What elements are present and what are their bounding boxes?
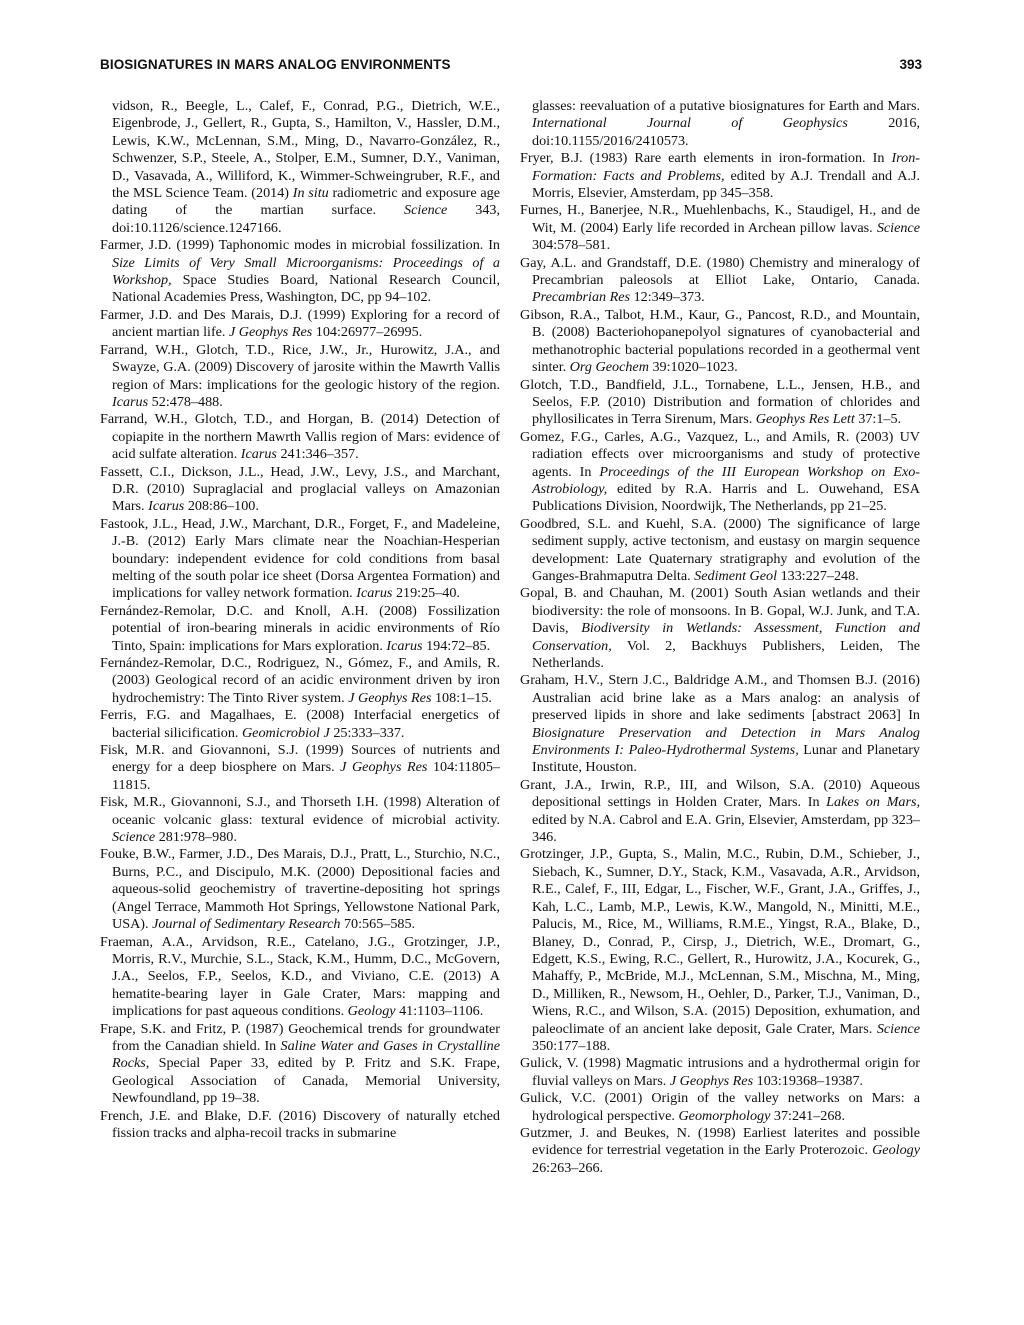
reference-entry: [100, 655, 500, 707]
reference-italic-text: Biodiversity in Wetlands: Assessment, Function and Conservation,: [532, 620, 920, 654]
reference-entry: [520, 1055, 920, 1090]
running-title: BIOSIGNATURES IN MARS ANALOG ENVIRONMENTS: [100, 57, 451, 72]
reference-text: 350:177–188.: [532, 1037, 611, 1054]
reference-italic-text: Geology: [347, 1003, 396, 1020]
reference-italic-text: Geology: [872, 1142, 920, 1159]
reference-text: 133:227–248.: [777, 567, 859, 584]
reference-text: 52:478–488.: [148, 393, 223, 410]
reference-italic-text: Lakes on Mars,: [826, 794, 920, 811]
reference-italic-text: Org Geochem: [569, 359, 649, 376]
reference-entry: [100, 307, 500, 342]
reference-text: 104:11805–11815.: [112, 759, 500, 793]
reference-text: Farmer, J.D. (1999) Taphonomic modes in microbial fossilization. In: [100, 237, 500, 254]
reference-text: 2016, doi:10.1155/2016/2410573.: [532, 115, 921, 149]
reference-italic-text: Geophys Res Lett: [755, 411, 855, 428]
reference-text: Fisk, M.R., Giovannoni, S.J., and Thorseth I.H. (1998) Alteration of oceanic volcanic glass: textural evidence of microbial activity.: [100, 794, 500, 828]
reference-text: Gay, A.L. and Grandstaff, D.E. (1980) Chemistry and mineralogy of Precambrian paleosols at Elliot Lake, Ontario, Canada.: [520, 254, 920, 289]
reference-text: 41:1103–1106.: [395, 1003, 484, 1020]
reference-text: Gomez, F.G., Carles, A.G., Vazquez, L., and Amils, R. (2003) UV radiation effects over microorganisms and study of protective agents. In: [520, 428, 920, 480]
reference-italic-text: International Journal of Geophysics: [532, 115, 848, 132]
reference-text: 104:26977–26995.: [312, 324, 423, 341]
reference-italic-text: Iron-Formation: Facts and Problems,: [532, 150, 920, 184]
running-head: [100, 57, 922, 77]
reference-text: 241:346–357.: [276, 446, 359, 463]
reference-text: Farrand, W.H., Glotch, T.D., Rice, J.W., Jr., Hurowitz, J.A., and Swayze, G.A. (2009) Discovery of jarosite within the Mawrth Vallis region of Mars: implications for the geologic history of the region.: [100, 341, 500, 393]
reference-entry: [100, 98, 500, 237]
reference-text: 108:1–15.: [431, 689, 492, 706]
reference-text: Furnes, H., Banerjee, N.R., Muehlenbachs, K., Staudigel, H., and de Wit, M. (2004) Early life recorded in Archean pillow lavas.: [520, 202, 920, 236]
reference-text: Glotch, T.D., Bandfield, J.L., Tornabene, L.L., Jensen, H.B., and Seelos, F.P. (2010) Distribution and formation of chlorides and phyllosilicates in Terra Sirenum, Mars.: [520, 376, 920, 428]
reference-text: 26:263–266.: [532, 1159, 604, 1176]
reference-italic-text: Science: [876, 1020, 920, 1037]
reference-italic-text: Icarus: [240, 446, 277, 463]
reference-text: Gutzmer, J. and Beukes, N. (1998) Earliest laterites and possible evidence for terrestrial vegetation in the Early Proterozoic.: [520, 1124, 920, 1159]
reference-entry: [520, 150, 920, 202]
reference-text: Fastook, J.L., Head, J.W., Marchant, D.R., Forget, F., and Madeleine, J.-B. (2012) Early Mars climate near the Noachian-Hesperian boundary: independent evidence for cold conditions from basal melting of the south polar ice sheet (Dorsa Argentea Formation) and implications for valley network formation.: [100, 515, 500, 602]
reference-entry: [100, 1021, 500, 1108]
reference-text: edited by R.A. Harris and L. Ouwehand, ESA Publications Division, Noordwijk, The Netherlands, pp 21–25.: [532, 480, 920, 515]
reference-text: 219:25–40.: [392, 585, 460, 602]
reference-text: Space Studies Board, National Research Council, National Academies Press, Washington, DC, pp 94–102.: [112, 272, 500, 306]
reference-entry: [100, 1108, 500, 1143]
reference-italic-text: Biosignature Preservation and Detection in Mars Analog Environments I: Paleo-Hydrothermal Systems,: [532, 724, 920, 759]
reference-italic-text: Icarus: [356, 585, 393, 602]
reference-entry: [520, 777, 920, 847]
reference-italic-text: Journal of Sedimentary Research: [152, 916, 341, 933]
reference-text: Fraeman, A.A., Arvidson, R.E., Catelano, J.G., Grotzinger, J.P., Morris, R.V., Murchie, S.L., Stack, K.M., Humm, D.C., McGovern, J.A., Seelos, F.P., Seelos, K.D., and Viviano, C.E. (2013) A hematite-bearing layer in Gale Crater, Mars: mapping and implications for past aqueous conditions.: [100, 933, 500, 1020]
reference-text: 39:1020–1023.: [648, 359, 738, 376]
reference-italic-text: Geomicrobiol J: [241, 724, 330, 741]
reference-italic-text: Sediment Geol: [694, 567, 778, 584]
reference-entry: [520, 307, 920, 377]
reference-text: 304:578–581.: [532, 237, 611, 254]
reference-text: Fernández-Remolar, D.C., Rodriguez, N., Gómez, F., and Amils, R. (2003) Geological record of an acidic environment driven by iron hydrochemistry: The Tinto River system.: [100, 655, 500, 706]
reference-text: French, J.E. and Blake, D.F. (2016) Discovery of naturally etched fission tracks and alpha-recoil tracks in submarine: [100, 1107, 500, 1141]
reference-text: Gulick, V. (1998) Magmatic intrusions and a hydrothermal origin for fluvial valleys on Mars.: [520, 1055, 920, 1089]
reference-italic-text: In situ: [292, 185, 329, 202]
reference-italic-text: Size Limits of Very Small Microorganisms: Proceedings of a Workshop,: [112, 254, 500, 289]
reference-entry: [520, 1125, 920, 1177]
reference-text: Lunar and Planetary Institute, Houston.: [532, 742, 921, 776]
reference-text: Frape, S.K. and Fritz, P. (1987) Geochemical trends for groundwater from the Canadian shield. In: [100, 1020, 500, 1054]
reference-italic-text: Icarus: [386, 637, 423, 654]
reference-entry: [520, 516, 920, 586]
reference-text: radiometric and exposure age dating of the martian surface.: [112, 185, 500, 219]
reference-text: 12:349–373.: [630, 289, 705, 306]
reference-italic-text: J Geophys Res: [340, 759, 428, 776]
reference-italic-text: Proceedings of the III European Workshop on Exo-Astrobiology,: [532, 463, 920, 497]
reference-text: Graham, H.V., Stern J.C., Baldridge A.M., and Thomsen B.J. (2016) Australian acid brine lake as a Mars analog: an analysis of preserved lipids in shore and lake sediments [abstract 2063] In: [520, 672, 920, 724]
reference-text: 70:565–585.: [340, 916, 416, 933]
reference-text: Fouke, B.W., Farmer, J.D., Des Marais, D.J., Pratt, L., Sturchio, N.C., Burns, P.C., and Discipulo, M.K. (2000) Depositional facies and aqueous-solid geochemistry of travertine-depositing hot springs (Angel Terrace, Mammoth Hot Springs, Yellowstone National Park, USA).: [100, 846, 500, 933]
reference-text: Fisk, M.R. and Giovannoni, S.J. (1999) Sources of nutrients and energy for a deep biosphere on Mars.: [100, 742, 500, 776]
reference-entry: [520, 672, 920, 776]
reference-italic-text: Geomorphology: [678, 1107, 771, 1124]
reference-entry: [520, 429, 920, 516]
references-column-right: [520, 98, 920, 1177]
reference-italic-text: J Geophys Res: [229, 324, 313, 341]
reference-text: Special Paper 33, edited by P. Fritz and S.K. Frape, Geological Association of Canada, Memorial University, Newfoundland, pp 19–38.: [112, 1055, 500, 1107]
reference-text: glasses: reevaluation of a putative biosignatures for Earth and Mars.: [532, 98, 920, 114]
reference-text: 194:72–85.: [422, 637, 491, 654]
reference-italic-text: Science: [112, 829, 156, 846]
reference-italic-text: Saline Water and Gases in Crystalline Rocks,: [112, 1037, 500, 1072]
reference-italic-text: Science: [404, 202, 448, 219]
reference-text: edited by N.A. Cabrol and E.A. Grin, Elsevier, Amsterdam, pp 323–346.: [532, 811, 920, 846]
reference-text: Farmer, J.D. and Des Marais, D.J. (1999) Exploring for a record of ancient martian life.: [100, 306, 500, 341]
reference-entry: [520, 98, 920, 150]
reference-entry: [100, 603, 500, 655]
reference-entry: [520, 377, 920, 429]
reference-entry: [520, 1090, 920, 1125]
reference-text: 103:19368–19387.: [753, 1072, 864, 1089]
reference-text: Grotzinger, J.P., Gupta, S., Malin, M.C., Rubin, D.M., Schieber, J., Siebach, K., Sumner, D.Y., Stack, K.M., Vasavada, A.R., Arvidson, R.E., Calef, F., III, Edgar, L., Fischer, W.F., Grant, J.A., Griffes, J., Kah, L.C., Lamb, M.P., Lewis, K.W., Mangold, N., Minitti, M.E., Palucis, M., Rice, M., Williams, R.M.E., Yingst, R.A., Blake, D., Blaney, D., Conrad, P., Cirsp, J., Dietrich, W.E., Dromart, G., Edgett, K.S., Ewing, R.C., Gellert, R., Hurowitz, J.A., Kocurek, G., Mahaffy, P., McBride, M.J., McLennan, S.M., Mischna, M., Ming, D., Milliken, R., Newsom, H., Oehler, D., Parker, T.J., Vaniman, D., Wiens, R.C., and Wilson, S.A. (2015) Deposition, exhumation, and paleoclimate of an ancient lake deposit, Gale Crater, Mars.: [520, 846, 920, 1037]
reference-text: Gibson, R.A., Talbot, H.M., Kaur, G., Pancost, R.D., and Mountain, B. (2008) Bacteriohopanepolyol signatures of cyanobacterial and methanotrophic bacterial populations recorded in a geothermal vent sinter.: [520, 306, 920, 376]
reference-entry: [100, 411, 500, 463]
references-column-left: [100, 98, 500, 1142]
reference-text: 37:1–5.: [854, 411, 902, 428]
page-number: 393: [899, 57, 922, 72]
reference-entry: [100, 742, 500, 794]
reference-text: 281:978–980.: [155, 829, 237, 846]
reference-text: 343, doi:10.1126/science.1247166.: [112, 202, 500, 236]
reference-entry: [100, 794, 500, 846]
reference-entry: [100, 934, 500, 1021]
reference-text: Vol. 2, Backhuys Publishers, Leiden, The Netherlands.: [532, 637, 920, 671]
reference-text: 37:241–268.: [770, 1107, 846, 1124]
reference-italic-text: Science: [876, 219, 920, 236]
reference-text: Fryer, B.J. (1983) Rare earth elements in iron-formation. In: [520, 150, 892, 167]
reference-entry: [100, 516, 500, 603]
reference-text: vidson, R., Beegle, L., Calef, F., Conrad, P.G., Dietrich, W.E., Eigenbrode, J., Gellert, R., Gupta, S., Hamilton, V., Hassler, D.M., Lewis, K.W., McLennan, S.M., Ming, D., Navarro-González, R., Schwenzer, S.P., Steele, A., Stolper, E.M., Sumner, D.Y., Vaniman, D., Vasavada, A., Williford, K., Wimmer-Schweingruber, R.F., and the MSL Science Team. (2014): [112, 98, 500, 202]
reference-italic-text: Icarus: [148, 498, 185, 515]
reference-italic-text: Icarus: [112, 393, 149, 410]
reference-italic-text: Precambrian Res: [532, 289, 631, 306]
reference-text: 208:86–100.: [184, 498, 259, 515]
reference-entry: [100, 846, 500, 933]
reference-entry: [520, 585, 920, 672]
reference-text: Farrand, W.H., Glotch, T.D., and Horgan, B. (2014) Detection of copiapite in the northern Mawrth Vallis region of Mars: evidence of acid sulfate alteration.: [100, 411, 500, 463]
reference-entry: [100, 342, 500, 412]
reference-entry: [520, 202, 920, 254]
reference-entry: [520, 846, 920, 1055]
reference-text: 25:333–337.: [329, 724, 405, 741]
reference-entry: [520, 255, 920, 307]
reference-text: edited by A.J. Trendall and A.J. Morris, Elsevier, Amsterdam, pp 345–358.: [532, 167, 920, 202]
reference-text: Fassett, C.I., Dickson, J.L., Head, J.W., Levy, J.S., and Marchant, D.R. (2010) Supraglacial and proglacial valleys on Amazonian Mars.: [100, 463, 500, 515]
reference-text: Fernández-Remolar, D.C. and Knoll, A.H. (2008) Fossilization potential of iron-bearing minerals in acidic environments of Río Tinto, Spain: implications for Mars exploration.: [100, 602, 500, 654]
reference-entry: [100, 707, 500, 742]
reference-text: Grant, J.A., Irwin, R.P., III, and Wilson, S.A. (2010) Aqueous depositional settings in Holden Crater, Mars. In: [520, 776, 920, 811]
reference-entry: [100, 237, 500, 307]
reference-text: Gopal, B. and Chauhan, M. (2001) South Asian wetlands and their biodiversity: the role of monsoons. In B. Gopal, W.J. Junk, and T.A. Davis,: [520, 585, 920, 637]
reference-entry: [100, 464, 500, 516]
reference-text: Ferris, F.G. and Magalhaes, E. (2008) Interfacial energetics of bacterial silicification.: [100, 707, 500, 741]
reference-text: Goodbred, S.L. and Kuehl, S.A. (2000) The significance of large sediment supply, active tectonism, and eustasy on margin sequence development: Late Quaternary stratigraphy and evolution of the Ganges-Brahmaputra Delta.: [520, 515, 920, 584]
reference-text: Gulick, V.C. (2001) Origin of the valley networks on Mars: a hydrological perspective.: [520, 1090, 920, 1124]
reference-italic-text: J Geophys Res: [669, 1072, 754, 1089]
reference-italic-text: J Geophys Res: [348, 689, 432, 706]
